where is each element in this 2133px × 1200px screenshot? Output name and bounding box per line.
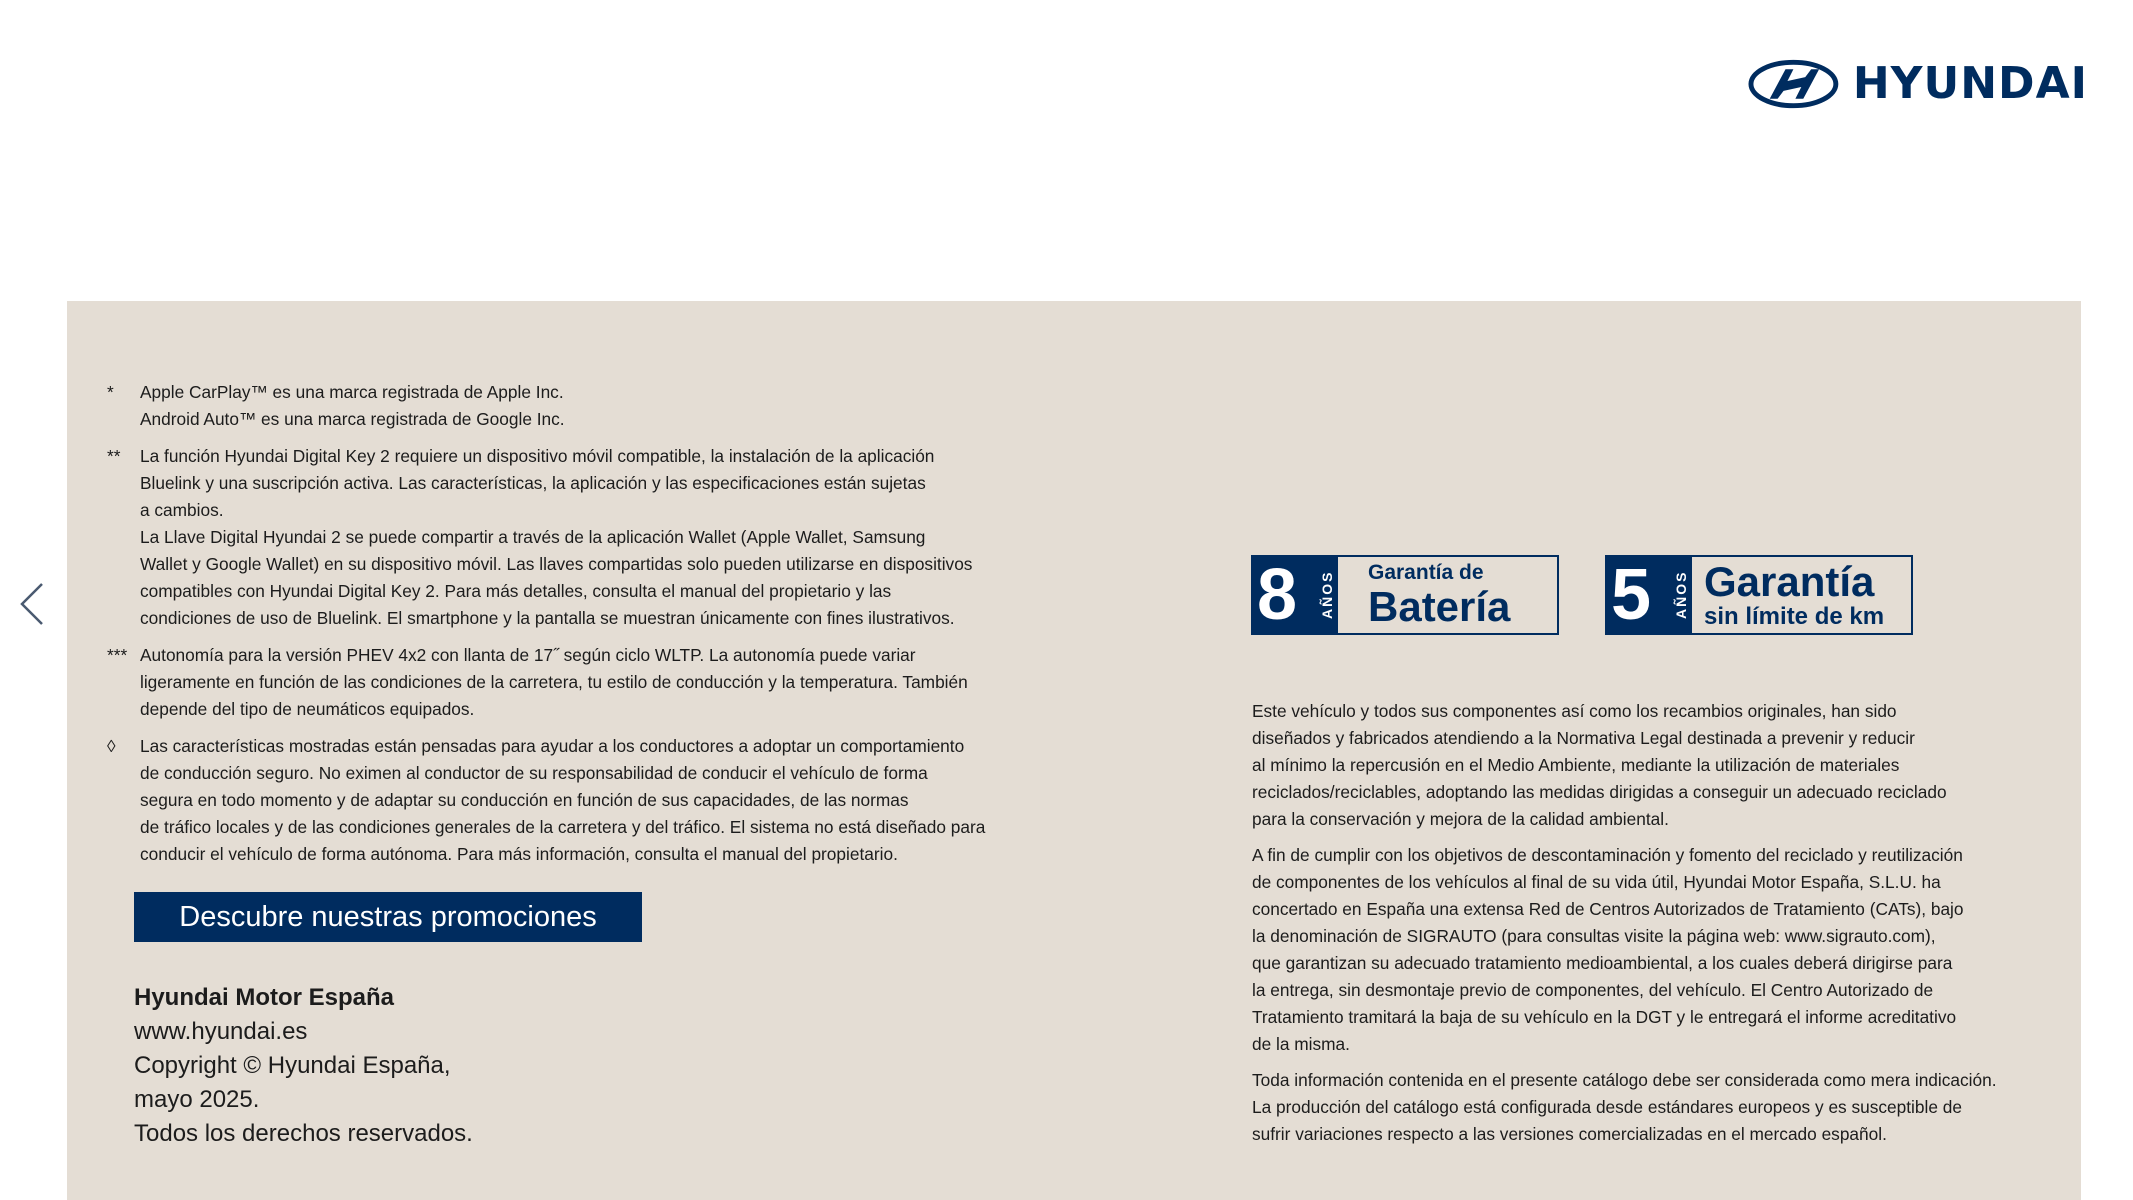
environment-text [1252, 698, 2032, 1157]
badge-digit: 8 [1257, 555, 1298, 635]
badge-text [1692, 557, 1896, 633]
footnote-line: Bluelink y una suscripción activa. Las características, la aplicación y las especificaciones están sujetas [140, 473, 926, 493]
footnote-line: de conducción seguro. No eximen al conductor de su responsabilidad de conducir el vehículo de forma [140, 763, 928, 783]
badge-line2: Batería [1368, 583, 1511, 630]
paragraph-line: A fin de cumplir con los objetivos de descontaminación y fomento del reciclado y reutilización [1252, 845, 1963, 865]
paragraph-line: de la misma. [1252, 1034, 1350, 1054]
paragraph-line: para la conservación y mejora de la calidad ambiental. [1252, 809, 1669, 829]
footnote-line: depende del tipo de neumáticos equipados. [140, 699, 475, 719]
battery-warranty-badge [1251, 555, 1559, 635]
previous-page-button[interactable] [18, 580, 46, 628]
paragraph-line: la entrega, sin desmontaje previo de componentes, del vehículo. El Centro Autorizado de [1252, 980, 1934, 1000]
footnote-mark: * [107, 382, 114, 402]
promotions-button[interactable]: Descubre nuestras promociones [134, 892, 642, 942]
badge-text [1338, 557, 1522, 633]
footnote-line: Android Auto™ es una marca registrada de Google Inc. [140, 409, 565, 429]
footnote-mark: ** [107, 446, 121, 466]
paragraph-line: La producción del catálogo está configurada desde estándares europeos y es susceptible de [1252, 1097, 1962, 1117]
footnote-autonomy [107, 642, 1067, 723]
hyundai-logo [1748, 58, 2088, 110]
environment-paragraph [1252, 698, 2032, 833]
paragraph-line: Este vehículo y todos sus componentes así como los recambios originales, han sido [1252, 701, 1897, 721]
badge-digit: 5 [1611, 555, 1652, 635]
copyright-date: mayo 2025. [134, 1086, 260, 1113]
footnote-mark: ◊ [107, 736, 116, 756]
footnote-line: La función Hyundai Digital Key 2 requiere un dispositivo móvil compatible, la instalación de la aplicación [140, 446, 935, 466]
footnote-mark: *** [107, 645, 128, 665]
paragraph-line: de componentes de los vehículos al final de su vida útil, Hyundai Motor España, S.L.U. ha [1252, 872, 1941, 892]
info-panel [67, 301, 2081, 1200]
footnote-line: segura en todo momento y de adaptar su conducción en función de sus capacidades, de las normas [140, 790, 909, 810]
footnote-line: Las características mostradas están pensadas para ayudar a los conductores a adoptar un comportamiento [140, 736, 965, 756]
company-website-link[interactable]: www.hyundai.es [134, 1018, 308, 1045]
footnote-line: compatibles con Hyundai Digital Key 2. Para más detalles, consulta el manual del propietario y las [140, 581, 892, 601]
paragraph-line: reciclados/reciclables, adoptando las medidas dirigidas a conseguir un adecuado reciclado [1252, 782, 1947, 802]
badge-number [1253, 557, 1316, 633]
footnote-driver-assist [107, 733, 1067, 868]
paragraph-line: Toda información contenida en el presente catálogo debe ser considerada como mera indicación. [1252, 1070, 1997, 1090]
catalog-disclaimer-paragraph [1252, 1067, 2032, 1148]
rights-reserved: Todos los derechos reservados. [134, 1120, 473, 1147]
badge-number [1607, 557, 1670, 633]
footnote-digital-key [107, 443, 1067, 632]
paragraph-line: Tratamiento tramitará la baja de su vehículo en la DGT y le entregará el informe acreditativo [1252, 1007, 1957, 1027]
paragraph-line: sufrir variaciones respecto a las versiones comercializadas en el mercado español. [1252, 1124, 1887, 1144]
footnotes [107, 379, 1067, 878]
logo-wordmark: HYUNDAI [1852, 58, 2088, 109]
paragraph-line: concertado en España una extensa Red de Centros Autorizados de Tratamiento (CATs), bajo [1252, 899, 1964, 919]
footnote-line: Apple CarPlay™ es una marca registrada de Apple Inc. [140, 382, 564, 402]
badge-line1: Garantía [1704, 558, 1875, 605]
warranty-badges [1251, 555, 1913, 635]
paragraph-line: la denominación de SIGRAUTO (para consultas visite la página web: www.sigrauto.com), [1252, 926, 1936, 946]
company-name: Hyundai Motor España [134, 984, 395, 1011]
footnote-line: Wallet y Google Wallet) en su dispositivo móvil. Las llaves compartidas solo pueden utilizarse en dispositivos [140, 554, 973, 574]
paragraph-line: que garantizan su adecuado tratamiento medioambiental, a los cuales deberá dirigirse para [1252, 953, 1953, 973]
mileage-warranty-badge [1605, 555, 1913, 635]
chevron-left-icon [18, 580, 46, 628]
paragraph-line: diseñados y fabricados atendiendo a la Normativa Legal destinada a prevenir y reducir [1252, 728, 1915, 748]
company-info [134, 981, 473, 1151]
paragraph-line: al mínimo la repercusión en el Medio Ambiente, mediante la utilización de materiales [1252, 755, 1900, 775]
badge-years: AÑOS [1316, 557, 1338, 633]
footnote-carplay [107, 379, 1067, 433]
footnote-line: de tráfico locales y de las condiciones generales de la carretera y del tráfico. El sistema no está diseñado para [140, 817, 986, 837]
copyright-line: Copyright © Hyundai España, [134, 1052, 451, 1079]
recycling-paragraph [1252, 842, 2032, 1058]
footnote-line: ligeramente en función de las condiciones de la carretera, tu estilo de conducción y la temperatura. También [140, 672, 968, 692]
footnote-line: conducir el vehículo de forma autónoma. Para más información, consulta el manual del propietario. [140, 844, 898, 864]
footnote-line: Autonomía para la versión PHEV 4x2 con llanta de 17˝ según ciclo WLTP. La autonomía puede variar [140, 645, 916, 665]
footnote-line: a cambios. [140, 500, 224, 520]
footnote-line: condiciones de uso de Bluelink. El smartphone y la pantalla se muestran únicamente con fines ilustrativos. [140, 608, 955, 628]
badge-line1: Garantía de [1368, 561, 1484, 584]
footnote-line: La Llave Digital Hyundai 2 se puede compartir a través de la aplicación Wallet (Apple Wallet, Samsung [140, 527, 926, 547]
badge-years: AÑOS [1670, 557, 1692, 633]
badge-line2: sin límite de km [1704, 603, 1885, 630]
hyundai-emblem-icon [1748, 59, 1839, 109]
